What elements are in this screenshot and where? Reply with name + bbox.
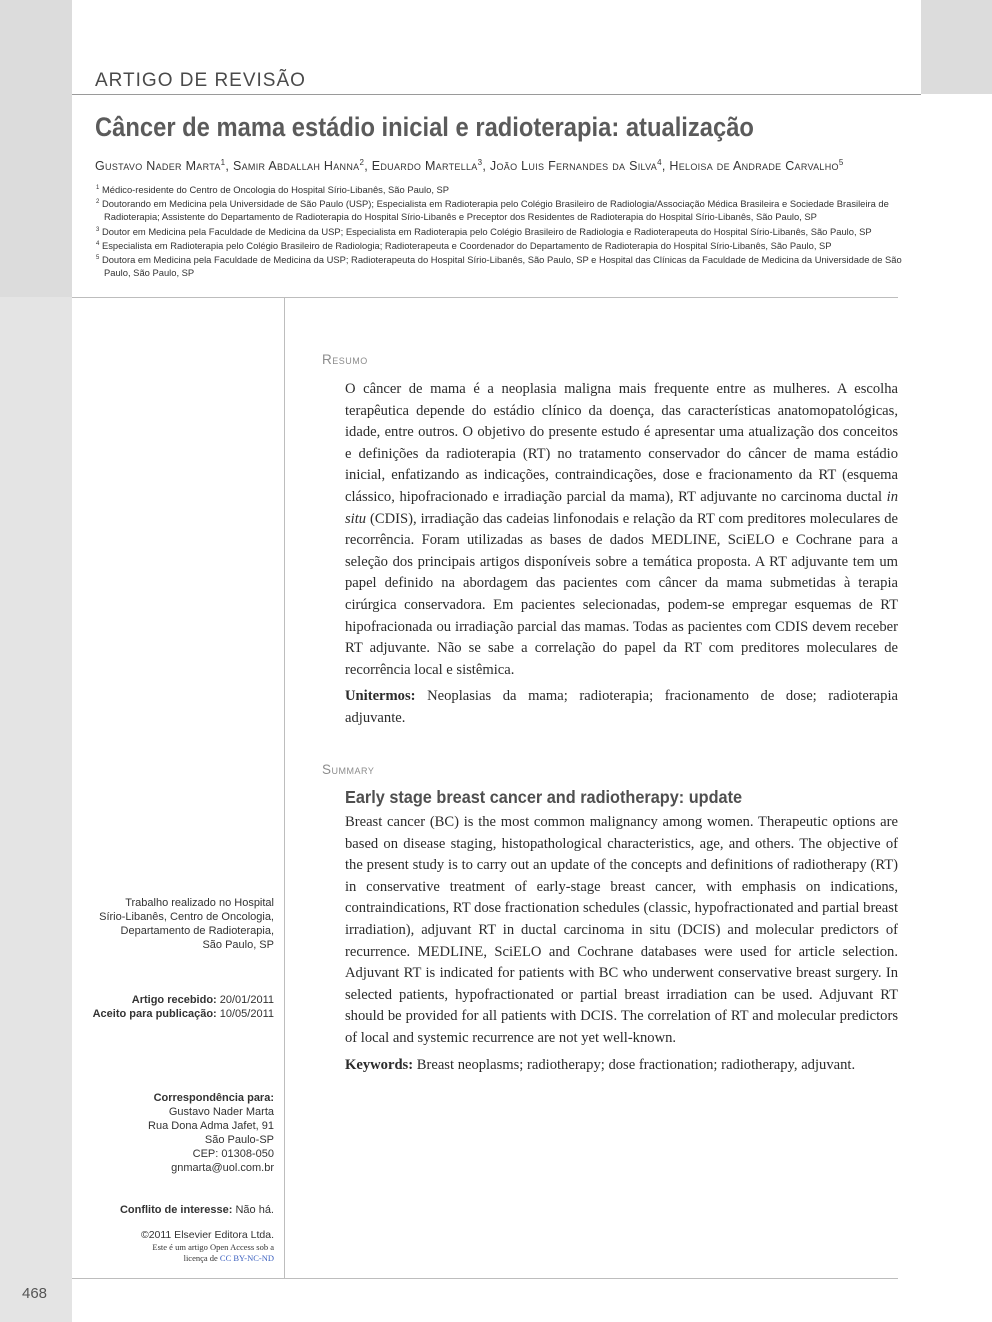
keywords-text: Neoplasias da mama; radioterapia; fracionamento de dose; radioterapia adjuvante.	[345, 688, 898, 726]
affiliation-item	[96, 224, 911, 238]
affiliation-text: Médico-residente do Centro de Oncologia do Hospital Sírio-Libanês, São Paulo, SP	[101, 184, 450, 196]
author-name: Eduardo Martella	[371, 159, 478, 174]
resumo-keywords	[345, 686, 898, 729]
affiliation-text: Doutora em Medicina pela Faculdade de Medicina da USP; Radioterapeuta do Hospital Sírio-Libanês, São Paulo, SP e Hospital das Clínicas da Faculdade de Medicina da Universidade de São Paulo, São Paulo, SP	[101, 254, 902, 279]
affiliation-num: 1	[96, 185, 100, 191]
received-label: Artigo recebido:	[131, 994, 217, 1006]
accepted-date-row	[93, 1007, 274, 1021]
work-line: Trabalho realizado no Hospital	[125, 897, 274, 909]
author-name: João Luis Fernandes da Silva	[489, 159, 658, 174]
resumo-body	[345, 379, 898, 730]
license-line	[141, 1253, 274, 1264]
keywords-text: Breast neoplasms; radiotherapy; dose fractionation; radiotherapy, adjuvant.	[413, 1056, 856, 1073]
top-right-grey-band	[921, 0, 992, 94]
summary-body	[345, 812, 898, 1076]
summary-heading: Summary	[322, 762, 375, 777]
resumo-paragraph	[345, 379, 898, 681]
author-name: Heloisa de Andrade Carvalho	[669, 159, 839, 174]
affiliation-num: 5	[96, 254, 100, 261]
conflict-value: Não há.	[232, 1204, 274, 1216]
resumo-text: O câncer de mama é a neoplasia maligna mais frequente entre as mulheres. A escolha terapêutica depende do estádio clínico da doença, das características anatomopatológicas, idade, entre outros. O objetivo do presente estudo é apresentar uma atualização dos conceitos e definições da radioterapia (RT) no tratamento conservador do câncer de mama estádio inicial, enfatizando as indicações, contraindicações, dose e fracionamento da RT (esquema clássico, hipofracionado e irradiação parcial da mama), RT adjuvante no carcinoma ductal	[345, 381, 898, 505]
received-date-row	[93, 993, 274, 1007]
resumo-italic: in situ	[345, 488, 898, 527]
affiliation-num: 3	[96, 226, 100, 233]
conflict-label: Conflito de interesse:	[119, 1204, 233, 1216]
column-divider	[284, 298, 285, 1278]
author-name: Samir Abdallah Hanna	[232, 159, 360, 174]
page-number: 468	[22, 1285, 48, 1302]
footer-rule	[72, 1278, 898, 1279]
correspondence-line: Gustavo Nader Marta	[168, 1106, 274, 1118]
work-line: Departamento de Radioterapia,	[120, 925, 274, 937]
license-text: licença de	[183, 1252, 220, 1263]
section-label: ARTIGO DE REVISÃO	[95, 70, 306, 91]
affiliation-num: 4	[96, 240, 100, 247]
resumo-heading: Resumo	[322, 352, 368, 367]
work-line: Sírio-Libanês, Centro de Oncologia,	[99, 911, 274, 923]
received-date: 20/01/2011	[216, 994, 274, 1006]
author-sup: 4	[657, 158, 662, 167]
author-name: Gustavo Nader Marta	[95, 159, 221, 174]
correspondence-label: Correspondência para:	[153, 1092, 274, 1104]
article-title: Câncer de mama estádio inicial e radioterapia: atualização	[95, 112, 754, 142]
keywords-label: Unitermos:	[345, 688, 416, 705]
header-rule	[72, 94, 921, 95]
license-link[interactable]: CC BY-NC-ND	[219, 1252, 274, 1263]
author-list: Gustavo Nader Marta$^1$, Samir Abdallah Hanna$^2$, Eduardo Martella$^3$, João Luis Fernandes da Silva$^4$, Heloisa de Andrade Carvalho$^5$	[95, 158, 844, 174]
license-block	[141, 1229, 274, 1263]
affiliation-item	[96, 196, 911, 223]
author-sup: 3	[477, 158, 483, 167]
affiliation-item	[96, 252, 911, 279]
left-grey-margin	[0, 297, 72, 1322]
summary-title: Early stage breast cancer and radiotherapy: update	[345, 787, 743, 807]
copyright: ©2011 Elsevier Editora Ltda.	[140, 1229, 274, 1241]
keywords-label: Keywords:	[345, 1056, 414, 1073]
accepted-date: 10/05/2011	[216, 1008, 274, 1020]
resumo-text: (CDIS), irradiação das cadeias linfonodais e relação da RT com preditores moleculares de recorrência. Foram utilizadas as bases de dados MEDLINE, SciELO e Cochrane para a seleção dos principais artigos disponíveis sobre a temática proposta. A RT adjuvante tem um papel definido na abordagem das pacientes com câncer da mama submetidas à terapia cirúrgica conservadora. Em pacientes selecionadas, podem-se empregar esquemas de RT hipofracionada ou irradiação parcial das mamas. Todas as pacientes com CDIS devem receber RT adjuvante. Não se sabe a correlação do papel da RT com preditores moleculares de recorrência local e sistêmica.	[345, 510, 898, 678]
correspondence	[148, 1091, 274, 1175]
summary-paragraph: Breast cancer (BC) is the most common malignancy among women. Therapeutic options are based on disease staging, histopathological characteristics, age, and others. The objective of the present study is to carry out an update of the concepts and definitions of radiotherapy (RT) in conservative treatment of early-stage breast cancer, with emphasis on indications, contraindications, RT dose fractionation schedules (classic, hypofractionated and partial breast irradiation), adjuvant RT in ductal carcinoma in situ (DCIS) and molecular predictors of recurrence. MEDLINE, SciELO and Cochrane databases were used for article selection. Adjuvant RT is indicated for patients with BC who underwent conservative breast surgery. In selected patients, hypofractionated or partial breast irradiation can be used. Adjuvant RT should be provided for all patients with DCIS. The correlation of RT and molecular predictors of local and systemic recurrence are not yet well-known.	[345, 814, 898, 1046]
author-sup: 1	[220, 158, 226, 167]
author-sup: 2	[359, 158, 365, 167]
affiliation-text: Doutorando em Medicina pela Universidade de São Paulo (USP); Especialista em Radioterapia pelo Colégio Brasileiro de Radiologia/Associação Médica Brasileira e Sociedade Brasileira de Radioterapia; Assistente do Departamento de Radioterapia do Hospital Sírio-Libanês e Preceptor dos Residentes de Radioterapia do Hospital Sírio-Libanês, São Paulo, SP	[101, 198, 889, 223]
affiliation-item	[96, 238, 911, 252]
work-location	[99, 896, 274, 952]
author-sup: 5	[838, 158, 844, 167]
correspondence-line: São Paulo-SP	[204, 1134, 274, 1146]
affiliation-text: Doutor em Medicina pela Faculdade de Medicina da USP; Especialista em Radioterapia pelo Colégio Brasileiro de Radiologia e Radioterapeuta do Hospital Sírio-Libanês, São Paulo, SP	[101, 225, 872, 237]
affiliations	[96, 182, 911, 279]
affiliation-num: 2	[96, 199, 100, 206]
conflict-of-interest	[120, 1203, 274, 1217]
summary-keywords	[345, 1055, 898, 1077]
correspondence-line: CEP: 01308-050	[192, 1148, 274, 1160]
license-text: Este é um artigo Open Access sob a	[152, 1242, 274, 1252]
accepted-label: Aceito para publicação:	[92, 1008, 217, 1020]
affiliation-text: Especialista em Radioterapia pelo Colégio Brasileiro de Radiologia; Radioterapeuta e Coordenador do Departamento de Radioterapia do Hospital Sírio-Libanês, São Paulo, SP	[101, 239, 832, 251]
work-line: São Paulo, SP	[202, 939, 274, 951]
affiliation-rule	[72, 297, 898, 298]
top-left-grey-band	[0, 0, 72, 297]
article-dates	[93, 993, 274, 1021]
affiliation-item	[96, 182, 911, 196]
correspondence-email[interactable]: gnmarta@uol.com.br	[171, 1162, 274, 1174]
correspondence-line: Rua Dona Adma Jafet, 91	[148, 1120, 274, 1132]
